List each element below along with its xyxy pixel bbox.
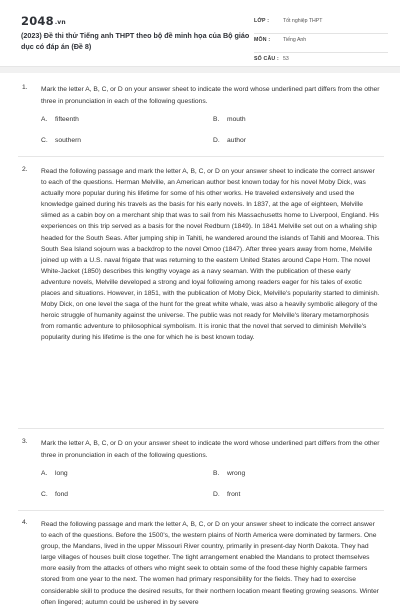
meta-key-class: LỚP :	[254, 18, 270, 24]
meta-value-subject: Tiếng Anh	[283, 37, 307, 43]
option-letter: D.	[213, 137, 220, 144]
option-text: long	[55, 470, 68, 477]
meta-key-subject: MÔN :	[254, 37, 271, 43]
option-letter: B.	[213, 470, 220, 477]
header-divider	[0, 66, 400, 73]
document-header	[0, 0, 400, 66]
question-divider	[18, 510, 384, 511]
question-text: Read the following passage and mark the letter A, B, C, or D on your answer sheet to indicate the correct answer to each of the questions. Before the 1500's, the western plains of North America were dominated by farmers. One group, the Mandans, lived in the upper Missouri River country, primarily in present-day North Dakota. They had large villages of houses built close together. The tight arrangement enabled the Mandans to protect themselves more easily from the attacks of others who might seek to obtain some of the food these highly capable farmers stored from one year to the next. The women had primary responsibility for the fields. They had to exercise considerable skill to produce the desired results, for their northern location meant fleeting growing seasons. Winter often lingered; autumn could be ushered in by severe	[41, 521, 379, 606]
option-text: fifteenth	[55, 116, 79, 123]
option-d[interactable]	[213, 137, 246, 144]
question-text: Read the following passage and mark the letter A, B, C, or D on your answer sheet to indicate the correct answer to each of the questions. Herman Melville, an American author best known today for his novel Moby Dick, was actually more popular during his lifetime for some of his other works. He traveled extensively and used the knowledge gained during his travels as the basis for his early novels. In 1837, at the age of eighteen, Melville slimed as a cabin boy on a merchant ship that was to sail from his Massachusetts home to Liverpool, England. His experiences on this trip served as a basis for the novel Redburn (1849). In 1841 Melville set out on a whaling ship headed for the South Seas. After jumping ship in Tahiti, he wandered around the islands of Tahiti and Moorea. This South Sea Island sojourn was a backdrop to the novel Omoo (1847). After three years away from home, Melville joined up with a U.S. naval frigate that was returning to the eastern United States around Cape Horn. The novel White-Jacket (1850) describes this lengthy voyage as a navy seaman. With the publication of these early adventure novels, Melville developed a strong and loyal following among readers eager for his tales of exotic places and situations. However, in 1851, with the publication of Moby Dick, Melville's popularity started to diminish. Moby Dick, on one level the saga of the hunt for the great white whale, was also a heavily symbolic allegory of the heroic struggle of humanity against the universe. The public was not ready for Melville's literary metamorphosis from romantic adventure to philosophical symbolism. It is ironic that the novel that served to diminish Melville's popularity during his lifetime is the one for which he is best known today.	[41, 168, 380, 342]
option-d[interactable]	[213, 491, 240, 498]
question-number: 3.	[22, 438, 28, 445]
meta-row-subject	[254, 34, 388, 53]
option-a[interactable]	[41, 116, 79, 123]
option-text: front	[227, 491, 241, 498]
question-divider	[18, 156, 384, 157]
meta-value-class: Tốt nghiệp THPT	[283, 18, 323, 24]
meta-value-count: 53	[283, 56, 289, 62]
option-letter: A.	[41, 470, 48, 477]
question-number: 2.	[22, 166, 28, 173]
question-text: Mark the letter A, B, C, or D on your answer sheet to indicate the word whose underlined part differs from the other three in pronunciation in each of the following questions.	[41, 86, 380, 105]
logo-text: 2048	[21, 14, 54, 28]
site-logo[interactable]	[21, 14, 66, 28]
option-text: wrong	[227, 470, 246, 477]
question-text: Mark the letter A, B, C, or D on your answer sheet to indicate the word whose underlined part differs from the other three in pronunciation in each of the following questions.	[41, 440, 380, 459]
option-letter: D.	[213, 491, 220, 498]
option-text: mouth	[227, 116, 246, 123]
option-text: southern	[55, 137, 82, 144]
logo-tld: .vn	[54, 19, 66, 26]
option-c[interactable]	[41, 137, 81, 144]
question-number: 4.	[22, 519, 28, 526]
option-text: fond	[55, 491, 69, 498]
option-c[interactable]	[41, 491, 68, 498]
option-letter: C.	[41, 491, 48, 498]
document-title: (2023) Đề thi thử Tiếng anh THPT theo bộ đề minh họa của Bộ giáo dục có đáp án (Đề 8)	[21, 31, 250, 51]
option-letter: A.	[41, 116, 48, 123]
option-b[interactable]	[213, 470, 245, 477]
question-number: 1.	[22, 84, 28, 91]
option-a[interactable]	[41, 470, 68, 477]
question-divider	[18, 428, 384, 429]
option-letter: B.	[213, 116, 220, 123]
document-meta	[254, 15, 388, 72]
option-text: author	[227, 137, 246, 144]
meta-key-count: SỐ CÂU :	[254, 56, 279, 62]
option-b[interactable]	[213, 116, 246, 123]
meta-row-class	[254, 15, 388, 34]
option-letter: C.	[41, 137, 48, 144]
